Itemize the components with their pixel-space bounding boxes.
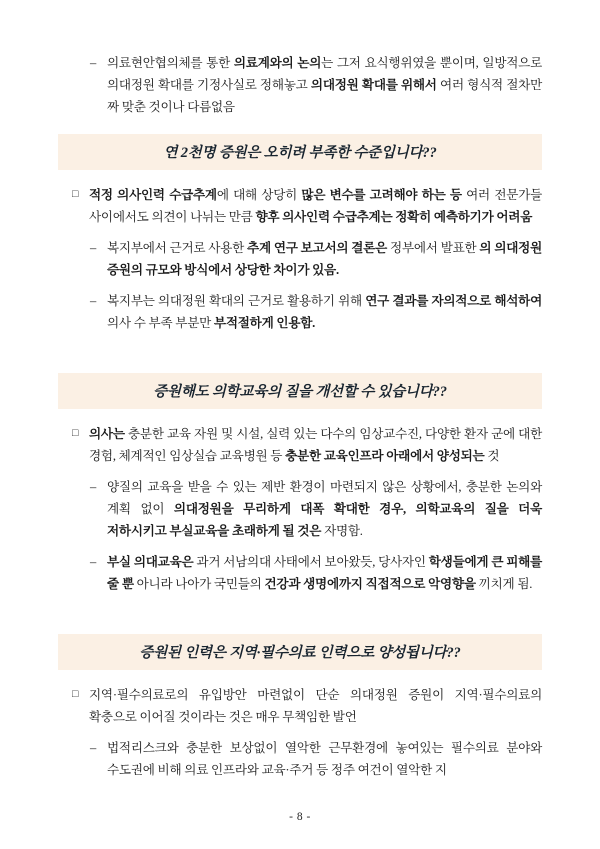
spacer [58,604,542,618]
dash-marker: – [90,294,97,308]
paragraph-text: 적정 의사인력 수급추계에 대해 상당히 많은 변수를 고려해야 하는 등 여러 전문가들 사이에서도 의견이 나뉘는 만큼 향후 의사인력 수급추계는 정확히 예측하기가 어려움 [89,188,542,224]
section-heading-2: 증원해도 의학교육의 질을 개선할 수 있습니다?? [58,373,542,409]
paragraph-text: 법적리스크와 충분한 보상없이 열악한 근무환경에 놓여있는 필수의료 분야와 수도권에 비해 의료 인프라와 교육·주거 등 정주 여건이 열악한 지 [107,741,542,777]
list-item [58,684,542,728]
square-marker: □ [72,689,79,700]
dash-marker: – [90,480,97,494]
list-item [58,237,542,281]
list-item [58,52,542,118]
spacer [58,343,542,357]
paragraph-text: 양질의 교육을 받을 수 있는 제반 환경이 마련되지 않은 상황에서, 충분한 논의와 계획 없이 의대정원을 무리하게 대폭 확대한 경우, 의학교육의 질을 더욱 저하시키고 부실교육을 초래하게 될 것은 자명함. [107,480,543,538]
square-marker: □ [72,189,79,200]
dash-marker: – [90,741,97,755]
dash-marker: – [90,56,97,70]
list-item [58,737,542,781]
paragraph-text: 부실 의대교육은 과거 서남의대 사태에서 보아왔듯, 당사자인 학생들에게 큰 피해를 줄 뿐 아니라 나아가 국민들의 건강과 생명에까지 직접적으로 악영향을 끼치게 됨. [107,555,542,591]
list-item [58,184,542,228]
dash-marker: – [90,555,97,569]
page-number: - 8 - [289,811,311,823]
list-item [58,290,542,334]
paragraph-text: 복지부에서 근거로 사용한 추계 연구 보고서의 결론은 정부에서 발표한 의 의대정원 증원의 규모와 방식에서 상당한 차이가 있음. [107,241,542,277]
list-item [58,551,542,595]
list-item [58,476,542,542]
paragraph-text: 복지부는 의대정원 확대의 근거로 활용하기 위해 연구 결과를 자의적으로 해석하여 의사 수 부족 부분만 부적절하게 인용함. [107,294,543,330]
paragraph-text: 의사는 충분한 교육 자원 및 시설, 실력 있는 다수의 임상교수진, 다양한 환자 군에 대한 경험, 체계적인 임상실습 교육병원 등 충분한 교육인프라 아래에서 양성되는 것 [89,427,542,463]
paragraph-text: 지역·필수의료로의 유입방안 마련없이 단순 의대정원 증원이 지역·필수의료의 확충으로 이어질 것이라는 것은 매우 무책임한 발언 [89,688,542,724]
square-marker: □ [72,428,79,439]
paragraph-text: 의료현안협의체를 통한 의료계와의 논의는 그저 요식행위였을 뿐이며, 일방적으로 의대정원 확대를 기정사실로 정해놓고 의대정원 확대를 위해서 여러 형식적 절차만 짜 맞춘 것이나 다름없음 [107,56,542,114]
page-content [58,52,542,781]
dash-marker: – [90,241,97,255]
list-item [58,423,542,467]
section-heading-1: 연 2천명 증원은 오히려 부족한 수준입니다?? [58,134,542,170]
section-heading-3: 증원된 인력은 지역·필수의료 인력으로 양성됩니다?? [58,634,542,670]
